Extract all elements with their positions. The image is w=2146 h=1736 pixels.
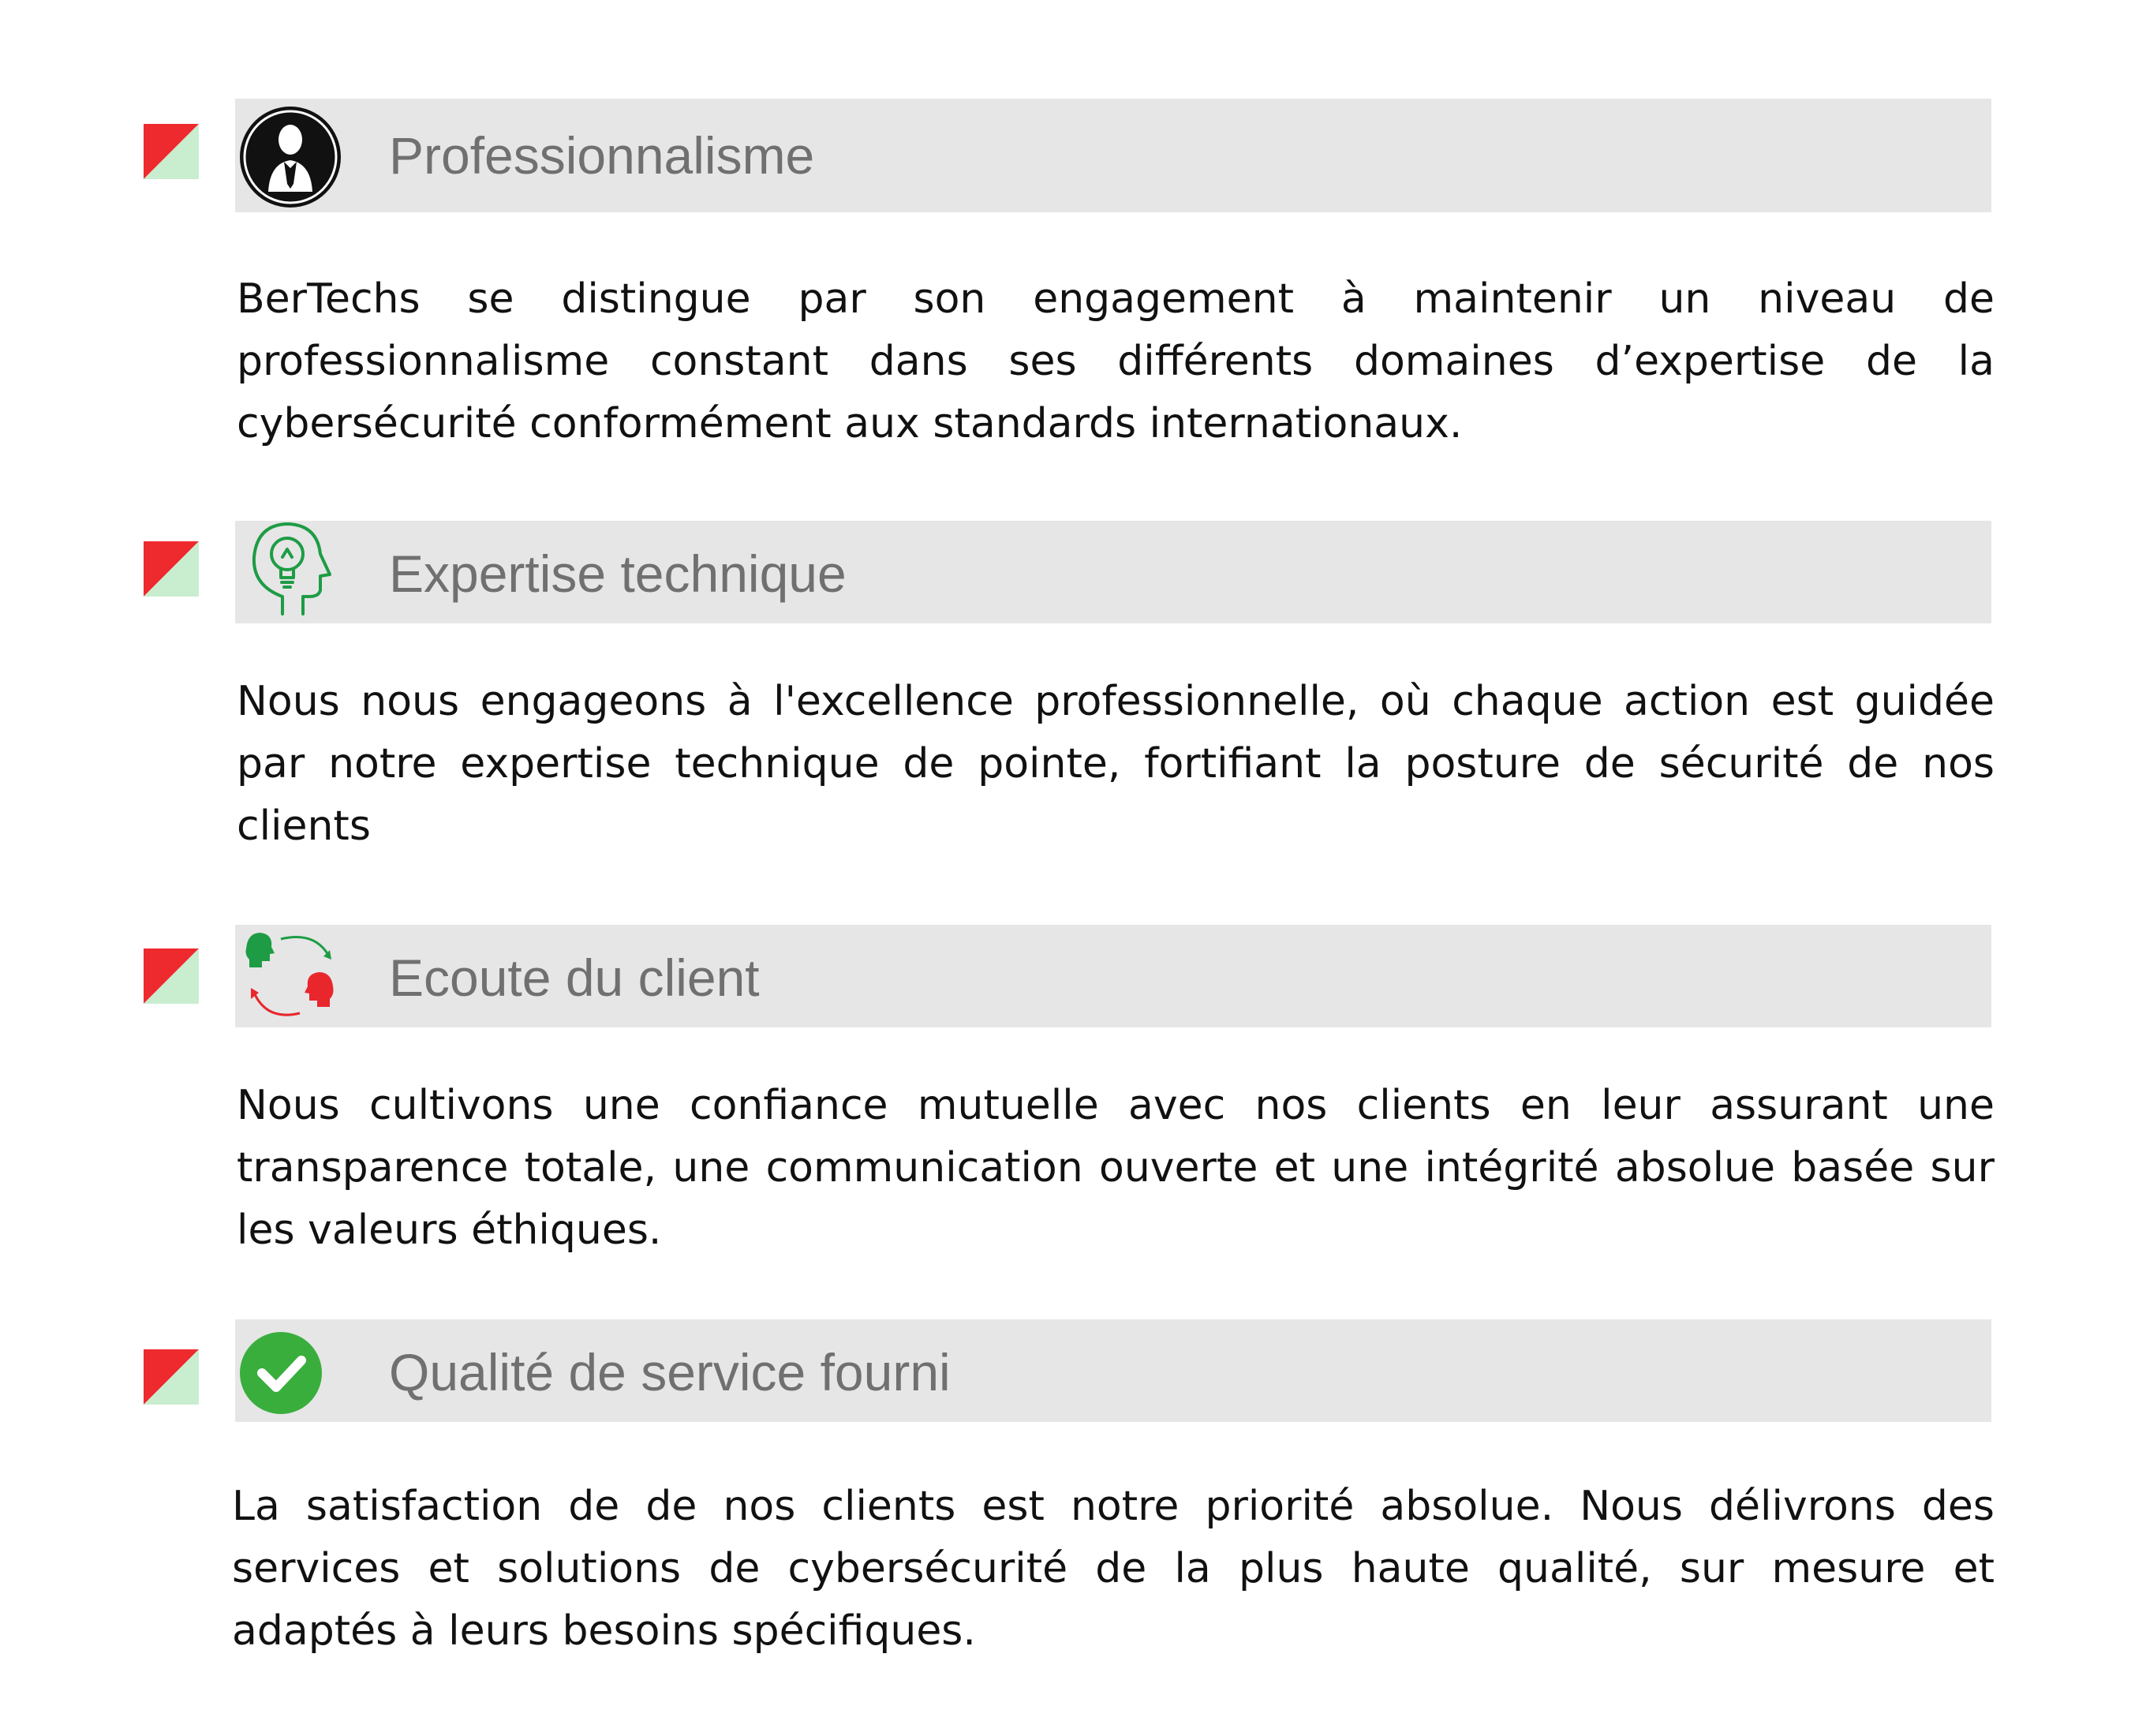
- section-description: La satisfaction de de nos clients est notre priorité absolue. Nous délivrons des services et solutions de cybersécurité de la plus haute qualité, sur mesure et adaptés à leurs besoins spécifiques.: [232, 1483, 1995, 1655]
- bullet-marker-icon: [144, 124, 199, 179]
- section-description: Nous nous engageons à l'excellence professionnelle, où chaque action est guidée par notre expertise technique de pointe, fortifiant la posture de sécurité de nos clients: [237, 678, 1995, 850]
- section-title: Qualité de service fourni: [389, 1343, 951, 1401]
- section-description: Nous cultivons une confiance mutuelle avec nos clients en leur assurant une transparence totale, une communication ouverte et une intégrité absolue basée sur les valeurs éthiques.: [237, 1082, 1995, 1254]
- section-title: Expertise technique: [389, 544, 847, 603]
- section-title: Ecoute du client: [389, 948, 760, 1007]
- bullet-marker-icon: [144, 541, 199, 597]
- bullet-marker-icon: [144, 948, 199, 1004]
- business-person-icon: [238, 105, 342, 209]
- two-heads-exchange-icon: [238, 925, 342, 1029]
- check-circle-icon: [237, 1321, 341, 1425]
- head-lightbulb-icon: [237, 518, 341, 622]
- section-description: BerTechs se distingue par son engagement à maintenir un niveau de professionnalisme constant dans ses différents domaines d’expertise de la cybersécurité conformément aux standards internationaux.: [237, 275, 1995, 447]
- section-title: Professionnalisme: [389, 126, 815, 185]
- bullet-marker-icon: [144, 1349, 199, 1405]
